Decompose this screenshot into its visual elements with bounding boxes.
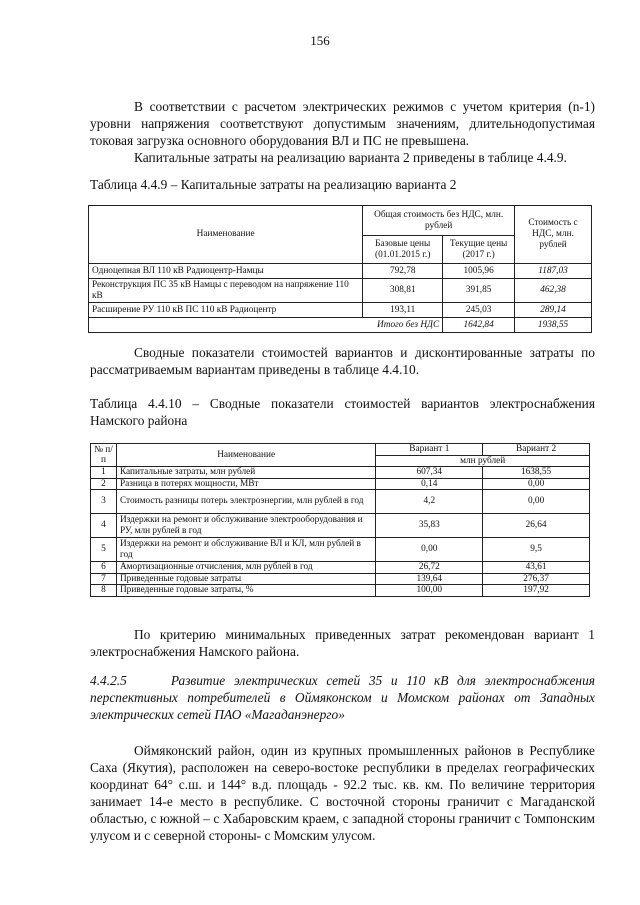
row-no: 3 [91,490,117,514]
row-name: Реконструкция ПС 35 кВ Намцы с переводом на напряжение 110 кВ [89,279,363,303]
row-v2: 0,00 [483,490,590,514]
row-v2: 26,64 [483,514,590,538]
row-v1: 4,2 [376,490,483,514]
row-v2: 0,00 [483,478,590,490]
header-variant-1: Вариант 1 [376,444,483,456]
row-current: 245,03 [443,303,515,318]
row-base: 308,81 [363,279,443,303]
row-no: 4 [91,514,117,538]
row-vat: 1187,03 [515,264,592,279]
section-heading [90,672,595,723]
row-v1: 0,00 [376,538,483,562]
header-name: Наименование [89,206,363,264]
table-row [91,514,590,538]
row-name: Издержки на ремонт и обслуживание ВЛ и КЛ, млн рублей в год [116,538,375,562]
header-total: Общая стоимость без НДС, млн. рублей [363,206,515,236]
row-v2: 1638,55 [483,467,590,479]
header-base-prices: Базовые цены (01.01.2015 г.) [363,236,443,264]
row-no: 8 [91,585,117,597]
row-base: 193,11 [363,303,443,318]
header-no: № п/п [91,444,117,467]
row-base: 792,78 [363,264,443,279]
row-v1: 139,64 [376,573,483,585]
row-v2: 43,61 [483,562,590,574]
total-label: Итого без НДС [89,318,443,333]
row-v1: 607,34 [376,467,483,479]
total-current: 1642,84 [443,318,515,333]
row-name: Расширение РУ 110 кВ ПС 110 кВ Радиоцентр [89,303,363,318]
row-no: 2 [91,478,117,490]
row-name: Приведенные годовые затраты [116,573,375,585]
row-no: 7 [91,573,117,585]
row-v2: 276,37 [483,573,590,585]
paragraph-1: В соответствии с расчетом электрических режимов с учетом критерия (n-1) уровни напряжения соответствуют допустимым значениям, длительнодопустимая токовая загрузка основного оборудования ВЛ и ПС не превышена. [90,99,595,148]
paragraph-5-wrap [90,742,595,844]
table-row [91,562,590,574]
header-unit: млн рублей [376,455,590,467]
table-row [89,279,592,303]
row-name: Капитальные затраты, млн рублей [116,467,375,479]
table-row [91,585,590,597]
table-row [91,490,590,514]
header-cost-vat: Стоимость с НДС, млн. рублей [515,206,592,264]
row-name: Стоимость разницы потерь электроэнергии, млн рублей в год [116,490,375,514]
total-row [89,318,592,333]
row-vat: 289,14 [515,303,592,318]
row-name: Амортизационные отчисления, млн рублей в год [116,562,375,574]
intro-paragraphs [90,98,595,166]
header-name: Наименование [116,444,375,467]
paragraph-2: Капитальные затраты на реализацию варианта 2 приведены в таблице 4.4.9. [134,150,567,165]
table-row [91,538,590,562]
row-name: Приведенные годовые затраты, % [116,585,375,597]
total-vat: 1938,55 [515,318,592,333]
table2-caption: Таблица 4.4.10 – Сводные показатели стоимостей вариантов электроснабжения Намского района [90,396,595,428]
paragraph-3: Сводные показатели стоимостей вариантов и дисконтированные затраты по рассматриваемым вариантам приведены в таблице 4.4.10. [90,345,595,377]
row-name: Одноцепная ВЛ 110 кВ Радиоцентр-Намцы [89,264,363,279]
row-v1: 0,14 [376,478,483,490]
row-current: 1005,96 [443,264,515,279]
section-number: 4.4.2.5 [90,673,127,688]
table1-caption: Таблица 4.4.9 – Капитальные затраты на реализацию варианта 2 [90,177,457,192]
header-current-prices: Текущие цены (2017 г.) [443,236,515,264]
row-no: 6 [91,562,117,574]
header-variant-2: Вариант 2 [483,444,590,456]
row-v2: 9,5 [483,538,590,562]
page-number: 156 [310,33,330,48]
table-row [89,303,592,318]
row-vat: 462,38 [515,279,592,303]
summary-table [90,443,590,597]
row-no: 5 [91,538,117,562]
row-v1: 26,72 [376,562,483,574]
capital-costs-table [88,205,592,333]
paragraph-4-wrap [90,626,595,660]
table-row [91,478,590,490]
section-title: Развитие электрических сетей 35 и 110 кВ для электроснабжения перспективных потребителей в Оймяконском и Момском районах от Западных электрических сетей ПАО «Магаданэнерго» [90,673,595,722]
paragraph-3-wrap [90,344,595,378]
paragraph-5: Оймяконский район, один из крупных промышленных районов в Республике Саха (Якутия), расположен на северо-востоке республики в пределах географических координат 64° с.ш. и 144° в.д. площадь - 92.2 тыс. кв. км. По величине территория занимает 14-е место в республике. С восточной стороны граничит с Магаданской областью, с южной – с Хабаровским краем, с западной стороны граничит с Томпонским улусом и с северной стороны- с Момским улусом. [90,743,595,843]
table-row [91,467,590,479]
row-no: 1 [91,467,117,479]
row-name: Разница в потерях мощности, МВт [116,478,375,490]
table-row [89,264,592,279]
table-row [91,573,590,585]
row-name: Издержки на ремонт и обслуживание электрооборудования и РУ, млн рублей в год [116,514,375,538]
paragraph-4: По критерию минимальных приведенных затрат рекомендован вариант 1 электроснабжения Намского района. [90,627,595,659]
row-v2: 197,92 [483,585,590,597]
row-current: 391,85 [443,279,515,303]
row-v1: 35,83 [376,514,483,538]
row-v1: 100,00 [376,585,483,597]
